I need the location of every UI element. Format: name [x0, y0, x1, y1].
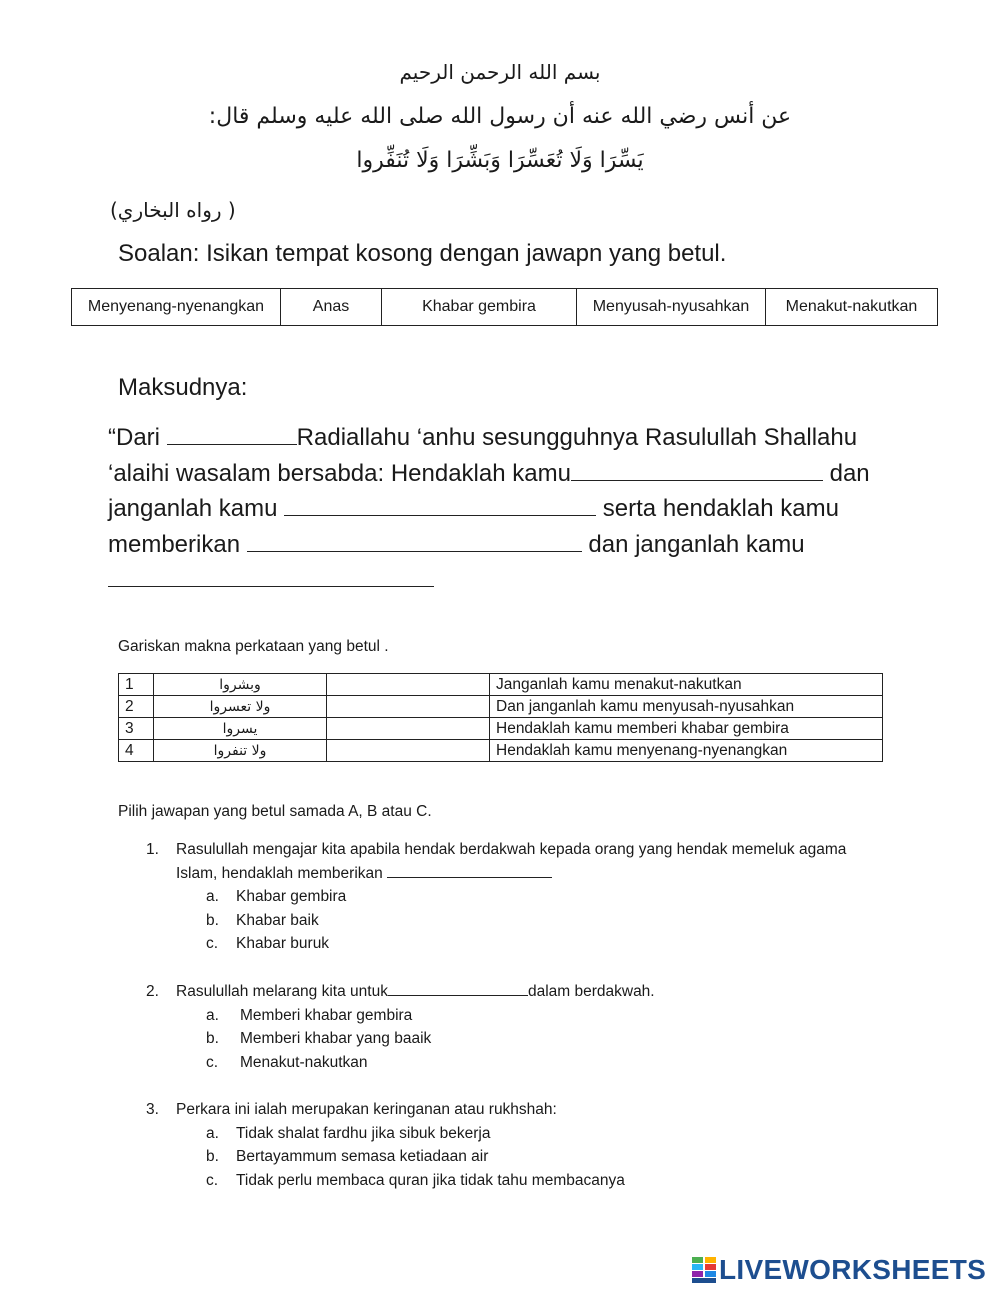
question-2: 2. Rasulullah melarang kita untuk dalam berdakwah. a. Memberi khabar gembira b. Memberi khabar yang baaik c. Menakut-nakutkan	[146, 980, 946, 1074]
q3-option-c[interactable]: c. Tidak perlu membaca quran jika tidak tahu membacanya	[206, 1171, 625, 1189]
q1-blank[interactable]	[387, 862, 552, 878]
question-3: 3. Perkara ini ialah merupakan keringanan atau rukhshah: a. Tidak shalat fardhu jika sibuk bekerja b. Bertayammum semasa ketiadaan air c. Tidak perlu membaca quran jika tidak tahu membacanya	[146, 1098, 946, 1192]
hadith-text: يَسِّرَا وَلَا تُعَسِّرَا وَبَشِّرَا وَلَا تُنَفِّروا	[356, 148, 644, 173]
answer-cell[interactable]	[327, 718, 490, 740]
question-prompt: Soalan: Isikan tempat kosong dengan jawapn yang betul.	[118, 240, 727, 267]
q3-option-a[interactable]: a. Tidak shalat fardhu jika sibuk bekerja	[206, 1124, 491, 1142]
q2-blank[interactable]	[388, 980, 528, 996]
q2-option-a[interactable]: a. Memberi khabar gembira	[206, 1006, 413, 1024]
blank-input-4[interactable]	[247, 527, 582, 552]
answer-cell[interactable]	[327, 740, 490, 762]
word-bank-item: Menyenang-nyenangkan	[72, 289, 281, 326]
q1-option-a[interactable]: a. Khabar gembira	[206, 888, 347, 905]
liveworksheets-icon	[692, 1257, 716, 1283]
mcq-instruction: Pilih jawapan yang betul samada A, B atau C.	[118, 803, 432, 820]
meaning-option[interactable]: Dan janganlah kamu menyusah-nyusahkan	[490, 696, 883, 718]
question-1: 1. Rasulullah mengajar kita apabila hendak berdakwah kepada orang yang hendak memeluk agama Islam, hendaklah memberikan a. Khabar gembira b. Khabar baik c. Khabar buruk	[146, 838, 946, 956]
meaning-option[interactable]: Janganlah kamu menakut-nakutkan	[490, 674, 883, 696]
word-bank-item: Menyusah-nyusahkan	[577, 289, 766, 326]
table-row: 3 يسروا Hendaklah kamu memberi khabar gembira	[119, 718, 883, 740]
word-bank-item: Khabar gembira	[382, 289, 577, 326]
word-bank-table	[71, 288, 938, 326]
brand-name: LIVEWORKSHEETS	[719, 1254, 987, 1285]
table-row: 1 وبشروا Janganlah kamu menakut-nakutkan	[119, 674, 883, 696]
basmalah: بسم الله الرحمن الرحيم	[399, 60, 601, 84]
hadith-source: ( رواه البخاري)	[110, 198, 236, 222]
q1-option-b[interactable]: b. Khabar baik	[206, 911, 319, 929]
blank-input-2[interactable]	[571, 456, 823, 481]
hadith-narration: عن أنس رضي الله عنه أن رسول الله صلى الله عليه وسلم قال:	[208, 104, 792, 129]
q2-option-c[interactable]: c. Menakut-nakutkan	[206, 1053, 368, 1071]
meaning-option[interactable]: Hendaklah kamu menyenang-nyenangkan	[490, 740, 883, 762]
word-bank-item: Menakut-nakutkan	[766, 289, 938, 326]
table-row: 2 ولا تعسروا Dan janganlah kamu menyusah-nyusahkan	[119, 696, 883, 718]
q3-option-b[interactable]: b. Bertayammum semasa ketiadaan air	[206, 1148, 489, 1165]
meaning-paragraph: “Dari Radiallahu ‘anhu sesungguhnya Rasulullah Shallahu ‘alaihi wasalam bersabda: Hendaklah kamu dan janganlah kamu serta hendaklah kamu memberikan dan janganlah kamu	[108, 420, 968, 598]
word-bank-item: Anas	[281, 289, 382, 326]
blank-input-5[interactable]	[108, 562, 434, 587]
blank-input-3[interactable]	[284, 491, 596, 516]
table-row: 4 ولا تنفروا Hendaklah kamu menyenang-nyenangkan	[119, 740, 883, 762]
meaning-option[interactable]: Hendaklah kamu memberi khabar gembira	[490, 718, 883, 740]
matching-table	[118, 673, 883, 762]
blank-input-1[interactable]	[167, 420, 297, 445]
answer-cell[interactable]	[327, 696, 490, 718]
matching-instruction: Gariskan makna perkataan yang betul .	[118, 638, 389, 655]
answer-cell[interactable]	[327, 674, 490, 696]
liveworksheets-logo	[692, 1254, 986, 1286]
q2-option-b[interactable]: b. Memberi khabar yang baaik	[206, 1030, 432, 1047]
meaning-heading: Maksudnya:	[118, 374, 248, 401]
q1-option-c[interactable]: c. Khabar buruk	[206, 935, 330, 952]
